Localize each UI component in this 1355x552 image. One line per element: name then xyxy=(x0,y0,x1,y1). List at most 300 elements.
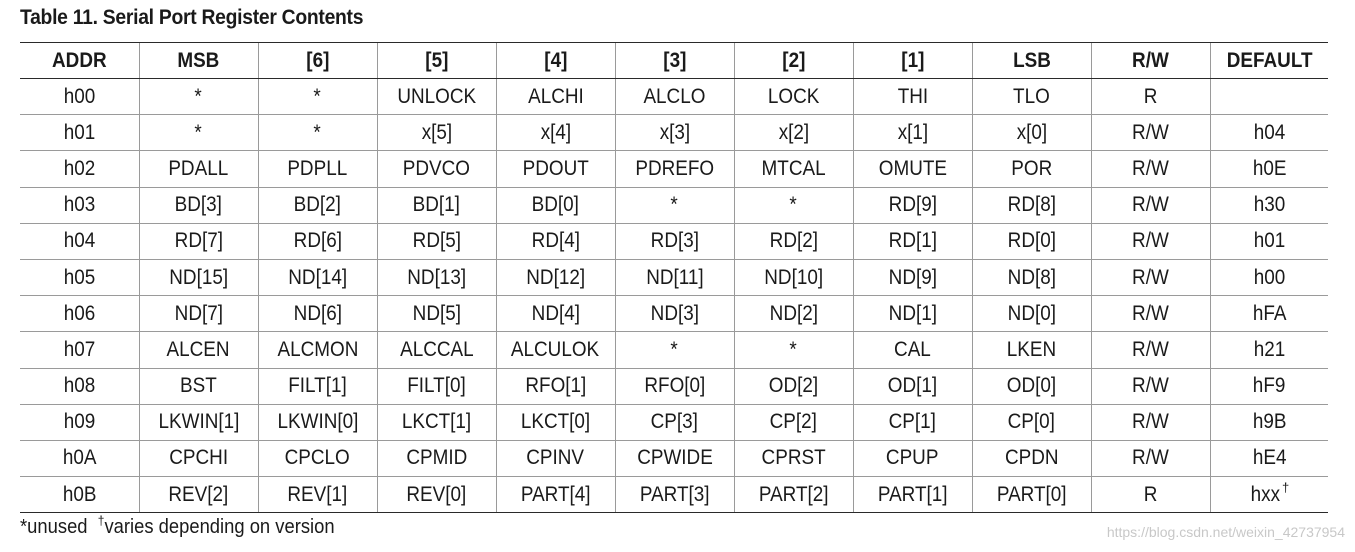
table-cell-value: h30 xyxy=(1253,193,1286,217)
table-cell-value: FILT[0] xyxy=(407,374,466,398)
table-row xyxy=(20,151,1328,187)
table-cell-value: x[2] xyxy=(778,120,809,144)
table-cell-value: OD[1] xyxy=(887,374,938,398)
table-cell xyxy=(139,296,258,332)
table-cell-value: CPMID xyxy=(406,446,467,470)
table-cell xyxy=(377,477,496,513)
table-cell-value: x[1] xyxy=(897,120,928,144)
table-cell xyxy=(1210,79,1328,115)
table-cell-value: x[5] xyxy=(421,120,452,144)
register-table xyxy=(20,42,1328,513)
column-header xyxy=(496,43,615,79)
column-header-label: LSB xyxy=(1012,48,1051,72)
table-cell xyxy=(853,259,972,295)
table-cell xyxy=(972,79,1091,115)
table-cell xyxy=(20,404,139,440)
table-cell-value: hF9 xyxy=(1252,374,1286,398)
table-cell-value: * xyxy=(789,193,798,217)
default-dagger-mark: † xyxy=(1281,479,1290,495)
table-cell xyxy=(258,259,377,295)
table-cell-value: hFA xyxy=(1252,301,1287,325)
table-cell xyxy=(853,440,972,476)
table-cell-value: R/W xyxy=(1132,446,1169,470)
table-cell xyxy=(734,296,853,332)
table-cell xyxy=(734,223,853,259)
table-cell-value: RD[9] xyxy=(888,193,937,217)
table-cell-value: R/W xyxy=(1132,337,1169,361)
table-cell xyxy=(139,404,258,440)
table-cell-value: CPCLO xyxy=(284,446,351,470)
table-cell xyxy=(972,259,1091,295)
table-cell xyxy=(734,115,853,151)
table-cell xyxy=(139,151,258,187)
table-cell xyxy=(258,440,377,476)
table-cell xyxy=(258,223,377,259)
table-cell xyxy=(258,477,377,513)
table-cell-value: ND[1] xyxy=(888,301,937,325)
table-cell-value: h03 xyxy=(63,193,96,217)
table-cell xyxy=(496,187,615,223)
table-row xyxy=(20,368,1328,404)
table-cell-value: LKCT[0] xyxy=(520,410,591,434)
table-cell-value: h02 xyxy=(63,156,96,180)
table-cell xyxy=(496,368,615,404)
table-cell-value: ND[12] xyxy=(526,265,585,289)
table-cell-value: x[0] xyxy=(1016,120,1047,144)
table-cell xyxy=(139,368,258,404)
table-cell-value: LKWIN[1] xyxy=(158,410,239,434)
table-cell-value: h05 xyxy=(63,265,96,289)
table-cell xyxy=(1091,332,1210,368)
table-cell xyxy=(20,115,139,151)
table-cell-value: CPWIDE xyxy=(636,446,713,470)
table-cell xyxy=(1210,368,1328,404)
table-cell xyxy=(258,151,377,187)
table-cell xyxy=(734,404,853,440)
table-cell xyxy=(258,79,377,115)
column-header xyxy=(258,43,377,79)
table-cell-value: x[4] xyxy=(540,120,571,144)
table-cell-value: PDPLL xyxy=(287,156,348,180)
table-cell-value: R/W xyxy=(1132,193,1169,217)
column-header-label: DEFAULT xyxy=(1226,48,1313,72)
table-cell xyxy=(734,332,853,368)
table-row xyxy=(20,115,1328,151)
table-cell-value: ND[4] xyxy=(531,301,580,325)
table-cell-value: REV[1] xyxy=(287,482,348,506)
table-cell-value: CP[0] xyxy=(1007,410,1056,434)
table-cell xyxy=(20,79,139,115)
table-cell-value: CPDN xyxy=(1004,446,1059,470)
table-cell-value: h9B xyxy=(1252,410,1287,434)
table-cell xyxy=(853,477,972,513)
table-cell xyxy=(258,115,377,151)
table-cell xyxy=(20,368,139,404)
table-cell xyxy=(972,440,1091,476)
table-cell-value: OD[0] xyxy=(1006,374,1057,398)
table-cell xyxy=(20,151,139,187)
table-cell-value: h04 xyxy=(63,229,96,253)
table-cell-value: CPUP xyxy=(886,446,939,470)
table-cell xyxy=(853,115,972,151)
table-cell xyxy=(853,223,972,259)
table-cell xyxy=(496,296,615,332)
table-cell xyxy=(734,259,853,295)
table-cell xyxy=(1210,404,1328,440)
table-cell xyxy=(615,368,734,404)
table-cell-value: PDOUT xyxy=(522,156,589,180)
table-cell-value: THI xyxy=(897,84,928,108)
column-header xyxy=(734,43,853,79)
table-cell xyxy=(615,404,734,440)
table-cell xyxy=(377,440,496,476)
table-header-row xyxy=(20,43,1328,79)
table-cell xyxy=(377,151,496,187)
table-cell-value: POR xyxy=(1011,156,1052,180)
table-cell-value: REV[2] xyxy=(168,482,229,506)
table-cell xyxy=(972,404,1091,440)
table-cell-value: ND[10] xyxy=(764,265,823,289)
table-cell xyxy=(1210,115,1328,151)
table-cell xyxy=(1091,151,1210,187)
table-cell xyxy=(377,115,496,151)
table-cell-value: CPRST xyxy=(761,446,826,470)
table-cell-value: ALCULOK xyxy=(511,337,600,361)
table-cell-value: LOCK xyxy=(767,84,820,108)
table-cell xyxy=(734,79,853,115)
table-cell xyxy=(139,440,258,476)
table-cell-value: RD[1] xyxy=(888,229,937,253)
table-cell-value: PART[2] xyxy=(758,482,829,506)
table-cell-value: h0B xyxy=(62,482,97,506)
table-cell xyxy=(377,79,496,115)
table-cell-value: ND[9] xyxy=(888,265,937,289)
table-cell xyxy=(853,296,972,332)
table-cell xyxy=(139,259,258,295)
table-cell xyxy=(377,332,496,368)
table-cell xyxy=(377,187,496,223)
table-cell xyxy=(734,151,853,187)
table-cell-value: h01 xyxy=(63,120,96,144)
table-cell-value: h01 xyxy=(1253,229,1286,253)
table-cell xyxy=(734,187,853,223)
column-header-label: R/W xyxy=(1132,48,1169,72)
table-cell xyxy=(1210,151,1328,187)
table-cell xyxy=(377,296,496,332)
table-cell-value: RD[0] xyxy=(1007,229,1056,253)
table-cell xyxy=(258,332,377,368)
table-cell-value: h04 xyxy=(1253,120,1286,144)
table-cell xyxy=(258,187,377,223)
table-cell xyxy=(615,296,734,332)
table-row xyxy=(20,296,1328,332)
table-cell xyxy=(139,223,258,259)
table-cell xyxy=(972,223,1091,259)
column-header xyxy=(1091,43,1210,79)
table-row xyxy=(20,477,1328,513)
table-cell xyxy=(1091,477,1210,513)
table-cell-value: BD[1] xyxy=(412,193,461,217)
table-cell xyxy=(1210,332,1328,368)
column-header-label: [4] xyxy=(543,48,568,72)
footnote-unused-mark: * xyxy=(20,516,28,538)
table-cell xyxy=(853,151,972,187)
table-cell-value: RD[3] xyxy=(650,229,699,253)
table-cell xyxy=(734,477,853,513)
table-cell-value: BD[2] xyxy=(293,193,342,217)
column-header-label: [6] xyxy=(305,48,330,72)
table-cell-value: PDREFO xyxy=(635,156,714,180)
table-title: Table 11. Serial Port Register Contents xyxy=(20,6,364,29)
table-cell xyxy=(1210,440,1328,476)
column-header xyxy=(972,43,1091,79)
table-cell xyxy=(139,332,258,368)
table-cell-value: R xyxy=(1143,84,1158,108)
table-cell xyxy=(972,151,1091,187)
table-cell xyxy=(615,79,734,115)
table-cell-value: TLO xyxy=(1013,84,1050,108)
table-cell xyxy=(1091,404,1210,440)
table-cell xyxy=(972,368,1091,404)
column-header-label: MSB xyxy=(177,48,220,72)
table-cell-value: RD[8] xyxy=(1007,193,1056,217)
table-cell-value: RD[7] xyxy=(174,229,223,253)
table-cell xyxy=(734,440,853,476)
table-cell xyxy=(139,477,258,513)
table-cell xyxy=(258,368,377,404)
table-cell-value: LKWIN[0] xyxy=(277,410,358,434)
table-cell-value: CPCHI xyxy=(169,446,228,470)
table-cell-value: ALCEN xyxy=(166,337,231,361)
table-cell-value: RD[2] xyxy=(769,229,818,253)
table-cell xyxy=(496,259,615,295)
table-cell xyxy=(615,223,734,259)
table-cell-value: PART[1] xyxy=(877,482,948,506)
table-cell-value: * xyxy=(789,337,798,361)
table-cell xyxy=(615,259,734,295)
table-row xyxy=(20,440,1328,476)
table-cell xyxy=(20,259,139,295)
table-cell xyxy=(853,79,972,115)
table-cell-value: REV[0] xyxy=(406,482,467,506)
table-cell-value: ALCMON xyxy=(277,337,358,361)
table-cell xyxy=(1091,187,1210,223)
table-cell-value: CPINV xyxy=(526,446,585,470)
table-cell-value: hE4 xyxy=(1252,446,1287,470)
table-cell xyxy=(853,404,972,440)
table-cell-value: ND[3] xyxy=(650,301,699,325)
table-cell-value: ND[6] xyxy=(293,301,342,325)
table-cell xyxy=(1210,259,1328,295)
table-cell-value: R/W xyxy=(1132,374,1169,398)
table-cell-value: OMUTE xyxy=(878,156,947,180)
table-cell-value: ND[13] xyxy=(407,265,466,289)
table-cell-value: h00 xyxy=(1253,265,1286,289)
table-cell-value: * xyxy=(313,84,322,108)
table-cell-value: R/W xyxy=(1132,229,1169,253)
table-cell-value: RD[6] xyxy=(293,229,342,253)
column-header xyxy=(139,43,258,79)
table-cell xyxy=(1210,477,1328,513)
table-cell xyxy=(496,440,615,476)
table-cell-value: h0A xyxy=(62,446,97,470)
table-cell-value: h09 xyxy=(63,410,96,434)
table-cell-value: * xyxy=(670,193,679,217)
table-cell-value: ALCCAL xyxy=(399,337,474,361)
table-cell xyxy=(1091,115,1210,151)
table-cell xyxy=(139,187,258,223)
table-cell-value: * xyxy=(194,84,203,108)
table-cell xyxy=(1091,440,1210,476)
table-cell xyxy=(20,477,139,513)
table-cell xyxy=(496,223,615,259)
table-cell xyxy=(1091,223,1210,259)
table-cell-value: CP[2] xyxy=(769,410,818,434)
table-cell-value: BST xyxy=(180,374,217,398)
column-header-label: [2] xyxy=(781,48,806,72)
table-cell-value: RFO[0] xyxy=(644,374,705,398)
table-cell-value: ND[15] xyxy=(169,265,228,289)
table-row xyxy=(20,404,1328,440)
table-cell xyxy=(258,404,377,440)
table-cell-value: ND[11] xyxy=(645,265,704,289)
column-header-label: ADDR xyxy=(51,48,107,72)
table-cell-value: MTCAL xyxy=(761,156,826,180)
footnote-version-mark: † xyxy=(97,513,105,528)
table-row xyxy=(20,187,1328,223)
table-cell-value: PDALL xyxy=(168,156,229,180)
table-cell xyxy=(1091,259,1210,295)
table-cell xyxy=(972,187,1091,223)
column-header-label: [3] xyxy=(662,48,687,72)
table-cell xyxy=(615,440,734,476)
table-cell-value: h07 xyxy=(63,337,96,361)
table-cell-value: R/W xyxy=(1132,156,1169,180)
table-cell-value: ND[8] xyxy=(1007,265,1056,289)
table-cell xyxy=(853,332,972,368)
table-cell xyxy=(139,79,258,115)
table-cell-value: R/W xyxy=(1132,120,1169,144)
table-cell xyxy=(20,187,139,223)
table-row xyxy=(20,79,1328,115)
table-cell xyxy=(972,332,1091,368)
table-cell xyxy=(377,223,496,259)
table-cell-value: ALCHI xyxy=(527,84,584,108)
table-cell xyxy=(972,115,1091,151)
table-cell xyxy=(496,477,615,513)
table-cell-value: x[3] xyxy=(659,120,690,144)
table-cell-value: CP[3] xyxy=(650,410,699,434)
table-row xyxy=(20,259,1328,295)
column-header xyxy=(615,43,734,79)
table-cell-value: * xyxy=(194,120,203,144)
column-header-label: [5] xyxy=(424,48,449,72)
table-cell-value: ND[5] xyxy=(412,301,461,325)
table-cell xyxy=(20,440,139,476)
table-cell xyxy=(1091,296,1210,332)
table-cell xyxy=(496,404,615,440)
column-header xyxy=(853,43,972,79)
column-header-label: [1] xyxy=(900,48,925,72)
table-cell xyxy=(853,368,972,404)
table-cell-value: CAL xyxy=(894,337,931,361)
table-cell-value: LKEN xyxy=(1006,337,1057,361)
table-cell-value: ND[0] xyxy=(1007,301,1056,325)
table-cell xyxy=(20,296,139,332)
table-cell-value: h08 xyxy=(63,374,96,398)
table-cell-value: PDVCO xyxy=(402,156,471,180)
table-cell-value: ALCLO xyxy=(643,84,706,108)
table-cell xyxy=(496,79,615,115)
table-cell-value: BD[3] xyxy=(174,193,223,217)
table-cell xyxy=(615,477,734,513)
table-cell xyxy=(853,187,972,223)
table-cell-value: * xyxy=(313,120,322,144)
table-cell-value: RD[5] xyxy=(412,229,461,253)
table-cell-value: CP[1] xyxy=(888,410,937,434)
table-cell-value: ND[7] xyxy=(174,301,223,325)
column-header xyxy=(20,43,139,79)
column-header xyxy=(1210,43,1328,79)
table-cell xyxy=(1091,368,1210,404)
table-cell xyxy=(615,332,734,368)
table-cell-value: h06 xyxy=(63,301,96,325)
table-cell xyxy=(1210,223,1328,259)
footnote xyxy=(20,513,335,539)
table-cell-value: PART[0] xyxy=(996,482,1067,506)
table-cell xyxy=(20,332,139,368)
table-cell-value: hxx xyxy=(1250,482,1281,506)
table-cell-value: ND[14] xyxy=(288,265,347,289)
table-cell-value: UNLOCK xyxy=(397,84,476,108)
table-cell xyxy=(615,151,734,187)
table-cell xyxy=(139,115,258,151)
footnote-unused-text: unused xyxy=(27,516,88,538)
table-cell xyxy=(20,223,139,259)
table-cell-value: R/W xyxy=(1132,301,1169,325)
table-cell xyxy=(377,404,496,440)
table-cell-value: LKCT[1] xyxy=(401,410,472,434)
table-cell xyxy=(615,187,734,223)
table-cell-value: h21 xyxy=(1253,337,1286,361)
table-cell xyxy=(1091,79,1210,115)
table-cell-value: R/W xyxy=(1132,265,1169,289)
table-cell xyxy=(972,296,1091,332)
table-cell-value: FILT[1] xyxy=(288,374,347,398)
table-cell-value: PART[3] xyxy=(639,482,710,506)
table-cell xyxy=(972,477,1091,513)
table-cell-value: * xyxy=(670,337,679,361)
table-cell xyxy=(496,151,615,187)
table-row xyxy=(20,223,1328,259)
table-cell xyxy=(615,115,734,151)
column-header xyxy=(377,43,496,79)
table-cell xyxy=(1210,187,1328,223)
table-cell xyxy=(1210,296,1328,332)
table-cell-value: OD[2] xyxy=(768,374,819,398)
table-cell-value: R/W xyxy=(1132,410,1169,434)
footnote-version-text: varies depending on version xyxy=(104,516,335,538)
table-cell-value: h00 xyxy=(63,84,96,108)
table-row xyxy=(20,332,1328,368)
table-cell-value: BD[0] xyxy=(531,193,580,217)
watermark-url: https://blog.csdn.net/weixin_42737954 xyxy=(1106,524,1345,540)
table-cell xyxy=(496,332,615,368)
table-cell-value: h0E xyxy=(1252,156,1287,180)
table-cell xyxy=(734,368,853,404)
table-cell xyxy=(377,368,496,404)
table-cell-value: PART[4] xyxy=(520,482,591,506)
